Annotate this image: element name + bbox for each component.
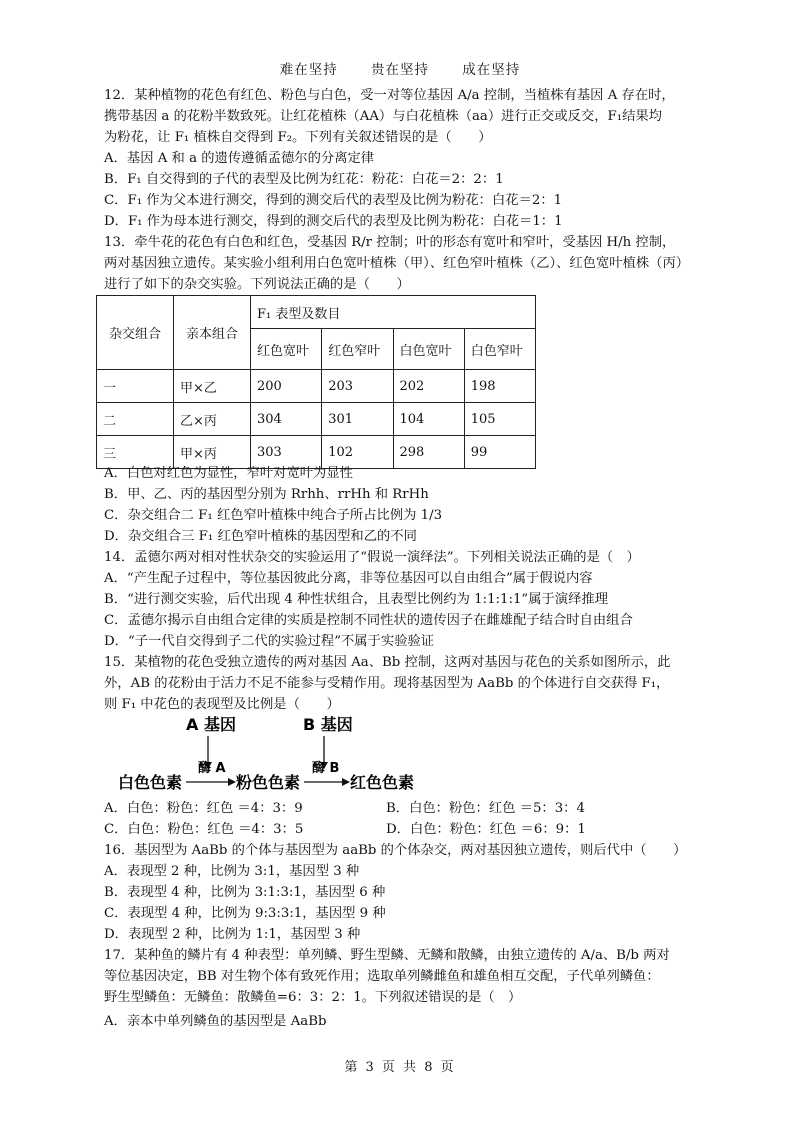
q13-stem-line-2: 两对基因独立遗传。某实验小组利用白色宽叶植株（甲）、红色窄叶植株（乙）、红色宽叶植株（丙）	[104, 256, 690, 271]
table-cell-parents: 乙×丙	[174, 403, 251, 436]
table-header-f1: F₁ 表型及数目	[251, 296, 536, 329]
q15-option-d: D．白色：粉色：红色 ＝6：9：1	[386, 822, 586, 837]
table-subheader-3: 白色宽叶	[393, 329, 464, 370]
enzyme-a-label: 酶 A	[198, 761, 226, 776]
q17-option-a: A．亲本中单列鳞鱼的基因型是 AaBb	[104, 1014, 327, 1029]
q14-option-a: A．“产生配子过程中，等位基因彼此分离，非等位基因可以自由组合”属于假说内容	[104, 571, 593, 586]
q12-option-c: C．F₁ 作为父本进行测交，得到的测交后代的表型及比例为粉花：白花＝2：1	[104, 193, 563, 208]
table-cell: 203	[322, 370, 393, 403]
table-cell-parents: 甲×丙	[174, 436, 251, 469]
gene-b-label: B 基因	[303, 715, 353, 734]
q15-option-c: C．白色：粉色：红色 ＝4：3：5	[104, 822, 304, 837]
q14-option-b: B．“进行测交实验，后代出现 4 种性状组合，且表型比例约为 1:1:1:1”属于演绎推理	[104, 592, 608, 607]
q13-option-d: D．杂交组合三 F₁ 红色窄叶植株的基因型和乙的不同	[104, 529, 417, 544]
q15-option-a: A．白色：粉色：红色 ＝4：3：9	[104, 801, 303, 816]
table-header-cross: 杂交组合	[97, 296, 174, 370]
q16-option-b: B．表现型 4 种，比例为 3:1:3:1，基因型 6 种	[104, 885, 386, 900]
arrowhead-pink-to-red	[342, 778, 350, 786]
q17-stem-line-1: 17．某种鱼的鳞片有 4 种表型：单列鳞、野生型鳞、无鳞和散鳞，由独立遗传的 A/a、B/b 两对	[104, 948, 670, 963]
q16-stem-line-1: 16．基因型为 AaBb 的个体与基因型为 aaBb 的个体杂交，两对基因独立遗传，则后代中（ ）	[104, 843, 687, 858]
header-motto-3: 成在坚持	[462, 62, 521, 78]
q12-option-b: B．F₁ 自交得到的子代的表型及比例为红花：粉花：白花＝2：2：1	[104, 172, 504, 187]
q15-stem-line-3: 则 F₁ 中花色的表现型及比例是（ ）	[104, 697, 340, 712]
table-cell-combo: 三	[97, 436, 174, 469]
q12-option-d: D．F₁ 作为母本进行测交，得到的测交后代的表型及比例为粉花：白花＝1：1	[104, 214, 563, 229]
q13-cross-table	[96, 295, 536, 469]
q14-stem-line-1: 14．孟德尔两对相对性状杂交的实验运用了“假说一演绎法”。下列相关说法正确的是（ ）	[104, 550, 640, 565]
q16-option-d: D．表现型 2 种，比例为 1:1，基因型 3 种	[104, 927, 361, 942]
q15-stem-line-2: 外，AB 的花粉由于活力不足不能参与受精作用。现将基因型为 AaBb 的个体进行自交获得 F₁，	[104, 676, 670, 691]
q12-stem-line-3: 为粉花，让 F₁ 植株自交得到 F₂。下列有关叙述错误的是（ ）	[104, 130, 492, 145]
table-subheader-1: 红色宽叶	[251, 329, 322, 370]
q15-pathway-diagram	[118, 714, 438, 794]
table-cell: 303	[251, 436, 322, 469]
q13-stem-line-3: 进行了如下的杂交实验。下列说法正确的是（ ）	[104, 277, 410, 292]
q15-stem-line-1: 15．某植物的花色受独立遗传的两对基因 Aa、Bb 控制，这两对基因与花色的关系如图所示，此	[104, 655, 671, 670]
q14-option-d: D．“子一代自交得到子二代的实验过程”不属于实验验证	[104, 634, 435, 649]
white-pigment-label: 白色色素	[118, 773, 183, 792]
table-cell: 105	[464, 403, 535, 436]
table-cell: 200	[251, 370, 322, 403]
q13-option-a: A．白色对红色为显性，窄叶对宽叶为显性	[104, 466, 353, 481]
table-cell-combo: 二	[97, 403, 174, 436]
q15-option-b: B．白色：粉色：红色 ＝5：3：4	[386, 801, 585, 816]
table-cell-combo: 一	[97, 370, 174, 403]
q12-option-a: A．基因 A 和 a 的遗传遵循孟德尔的分离定律	[104, 151, 375, 166]
q12-stem-line-1: 12．某种植物的花色有红色、粉色与白色，受一对等位基因 A/a 控制，当植株有基因 A 存在时，	[104, 88, 675, 103]
table-cell: 202	[393, 370, 464, 403]
q17-stem-line-3: 野生型鳞鱼：无鳞鱼：散鳞鱼=6：3：2：1。下列叙述错误的是（ ）	[104, 990, 522, 1005]
gene-a-label: A 基因	[186, 715, 236, 734]
table-row	[97, 370, 536, 403]
q17-stem-line-2: 等位基因决定，BB 对生物个体有致死作用；选取单列鳞雌鱼和雄鱼相互交配，子代单列鳞鱼：	[104, 969, 660, 984]
table-cell: 104	[393, 403, 464, 436]
table-cell: 198	[464, 370, 535, 403]
q13-option-c: C．杂交组合二 F₁ 红色窄叶植株中纯合子所占比例为 1/3	[104, 508, 443, 523]
table-subheader-4: 白色窄叶	[464, 329, 535, 370]
pink-pigment-label: 粉色色素	[236, 773, 301, 792]
page-footer: 第 3 页 共 8 页	[344, 1060, 456, 1075]
q16-option-c: C．表现型 4 种，比例为 9:3:3:1，基因型 9 种	[104, 906, 386, 921]
q14-option-c: C．孟德尔揭示自由组合定律的实质是控制不同性状的遗传因子在雌雄配子结合时自由组合	[104, 613, 633, 628]
table-cell: 102	[322, 436, 393, 469]
table-row	[97, 403, 536, 436]
q13-stem-line-1: 13．牵牛花的花色有白色和红色，受基因 R/r 控制；叶的形态有宽叶和窄叶，受基因 H/h 控制，	[104, 235, 676, 250]
table-header-parents: 亲本组合	[174, 296, 251, 370]
red-pigment-label: 红色色素	[350, 773, 415, 792]
table-cell: 298	[393, 436, 464, 469]
table-cell-parents: 甲×乙	[174, 370, 251, 403]
q16-option-a: A．表现型 2 种，比例为 3:1，基因型 3 种	[104, 864, 360, 879]
table-cell: 304	[251, 403, 322, 436]
arrowhead-white-to-pink	[228, 778, 236, 786]
table-cell: 301	[322, 403, 393, 436]
table-subheader-2: 红色窄叶	[322, 329, 393, 370]
header-motto-2: 贵在坚持	[371, 62, 429, 78]
enzyme-b-label: 酶 B	[312, 761, 340, 776]
q12-stem-line-2: 携带基因 a 的花粉半数致死。让红花植株（AA）与白花植株（aa）进行正交或反交，F₁结果均	[104, 109, 662, 124]
table-cell: 99	[464, 436, 535, 469]
page-header	[0, 58, 800, 78]
q13-option-b: B．甲、乙、丙的基因型分别为 Rrhh、rrHh 和 RrHh	[104, 487, 429, 502]
header-motto-1: 难在坚持	[279, 62, 338, 78]
